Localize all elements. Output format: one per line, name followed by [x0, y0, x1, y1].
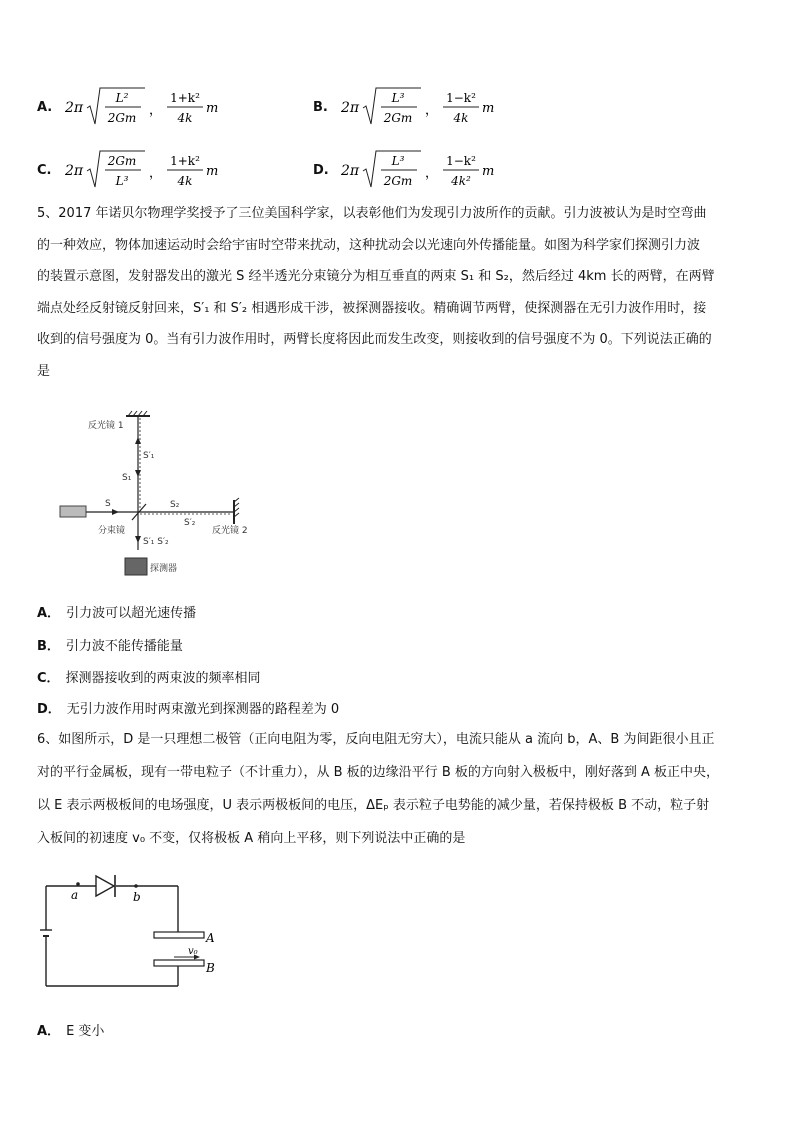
q5-line-3: 的装置示意图，发射器发出的激光 S 经半透光分束镜分为相互垂直的两束 S₁ 和 S₂，然后经过 4km 长的两臂，在两臂	[37, 269, 715, 284]
two-pi: 2π	[341, 163, 360, 179]
q6-line-4: 入板间的初速度 v₀ 不变，仅将极板 A 稍向上平移，则下列说法中正确的是	[37, 831, 466, 846]
q4-option-a	[37, 84, 225, 130]
plate-b	[154, 960, 204, 966]
sqrt-numerator: 2Gm	[107, 154, 137, 168]
fraction-numerator: 1−k²	[446, 154, 476, 168]
mass-symbol: m	[482, 101, 495, 116]
fraction-denominator: 4k	[453, 111, 469, 125]
label-s1p-s2p: S′₁ S′₂	[143, 537, 169, 547]
q6-line-2: 对的平行金属板，现有一带电粒子（不计重力），从 B 板的边缘沿平行 B 板的方向射入极板中，刚好落到 A 板正中央，	[37, 765, 720, 780]
sqrt-denominator: 2Gm	[107, 111, 137, 125]
q6-line-1: 6、如图所示，D 是一只理想二极管（正向电阻为零，反向电阻无穷大），电流只能从 a 流向 b，A、B 为间距很小且正	[37, 732, 715, 747]
interferometer-diagram	[50, 410, 280, 585]
label-v0: v₀	[188, 946, 198, 957]
mass-symbol: m	[206, 164, 219, 179]
q6-stem	[37, 723, 757, 855]
q4-option-c	[37, 147, 225, 193]
two-pi: 2π	[65, 163, 84, 179]
fraction-numerator: 1+k²	[170, 154, 200, 168]
label-B: B	[206, 961, 215, 975]
label-a: a	[71, 888, 79, 902]
comma: ，	[425, 166, 439, 181]
splitter-label: 分束镜	[98, 526, 126, 536]
label-s1: S₁	[122, 473, 132, 483]
fraction-denominator: 4k²	[451, 174, 471, 188]
q5-choice-a: A． 引力波可以超光速传播	[37, 606, 197, 621]
sqrt-numerator: L³	[391, 154, 405, 168]
q5-choice-c: C． 探测器接收到的两束波的频率相同	[37, 671, 261, 686]
mass-symbol: m	[206, 101, 219, 116]
label-b: b	[133, 890, 141, 904]
mirror-2-label: 反光镜 2	[212, 526, 248, 536]
q6-choice-a: A． E 变小	[37, 1024, 105, 1039]
q4-option-d	[313, 147, 501, 193]
fraction-denominator: 4k	[177, 111, 193, 125]
q5-stem	[37, 198, 757, 387]
fraction-denominator: 4k	[177, 174, 193, 188]
diode-triangle	[96, 876, 114, 896]
sqrt-denominator: 2Gm	[383, 174, 413, 188]
label-s2p: S′₂	[184, 518, 196, 528]
option-label: D.	[313, 162, 329, 178]
mirror-1-label: 反光镜 1	[88, 421, 124, 431]
two-pi: 2π	[341, 100, 360, 116]
circuit-diagram	[38, 868, 228, 998]
q5-line-1: 5、2017 年诺贝尔物理学奖授予了三位美国科学家，以表彰他们为发现引力波所作的贡献。引力波被认为是时空弯曲	[37, 206, 707, 221]
option-formula	[341, 147, 501, 193]
option-formula	[65, 84, 225, 130]
detector-label: 探测器	[150, 564, 178, 574]
q5-line-6: 是	[37, 363, 51, 379]
label-s2: S₂	[170, 500, 180, 510]
option-formula	[65, 147, 225, 193]
option-label: A.	[37, 99, 53, 115]
q5-choice-d: D． 无引力波作用时两束激光到探测器的路程差为 0	[37, 702, 340, 717]
option-label: B.	[313, 99, 328, 115]
q5-line-4: 端点处经反射镜反射回来，S′₁ 和 S′₂ 相遇形成干涉，被探测器接收。精确调节两臂，使探测器在无引力波作用时，接	[37, 300, 707, 316]
node-b	[134, 884, 138, 888]
option-formula	[341, 84, 501, 130]
sqrt-numerator: L²	[115, 91, 129, 105]
comma: ，	[425, 103, 439, 118]
q5-line-2: 的一种效应，物体加速运动时会给宇宙时空带来扰动，这种扰动会以光速向外传播能量。如图为科学家们探测引力波	[37, 237, 701, 253]
arrow-right	[112, 509, 119, 515]
q5-choice-b: B． 引力波不能传播能量	[37, 639, 183, 654]
q4-option-b	[313, 84, 501, 130]
node-a	[76, 882, 80, 886]
option-label: C.	[37, 162, 52, 178]
q6-line-3: 以 E 表示两极板间的电场强度，U 表示两极板间的电压，ΔEₚ 表示粒子电势能的减少量，若保持极板 B 不动，粒子射	[37, 798, 710, 813]
plate-a	[154, 932, 204, 938]
two-pi: 2π	[65, 100, 84, 116]
sqrt-numerator: L³	[391, 91, 405, 105]
fraction-numerator: 1+k²	[170, 91, 200, 105]
q5-line-5: 收到的信号强度为 0。当有引力波作用时，两臂长度将因此而发生改变，则接收到的信号强度不为 0。下列说法正确的	[37, 332, 712, 347]
label-s1p: S′₁	[143, 451, 155, 461]
comma: ，	[149, 103, 163, 118]
sqrt-denominator: L³	[115, 174, 129, 188]
sqrt-denominator: 2Gm	[383, 111, 413, 125]
label-s: S	[105, 499, 111, 509]
arrow-to-detector	[135, 536, 141, 543]
mass-symbol: m	[482, 164, 495, 179]
fraction-numerator: 1−k²	[446, 91, 476, 105]
label-A: A	[206, 931, 215, 945]
detector	[125, 558, 147, 575]
laser-source	[60, 506, 86, 517]
comma: ，	[149, 166, 163, 181]
